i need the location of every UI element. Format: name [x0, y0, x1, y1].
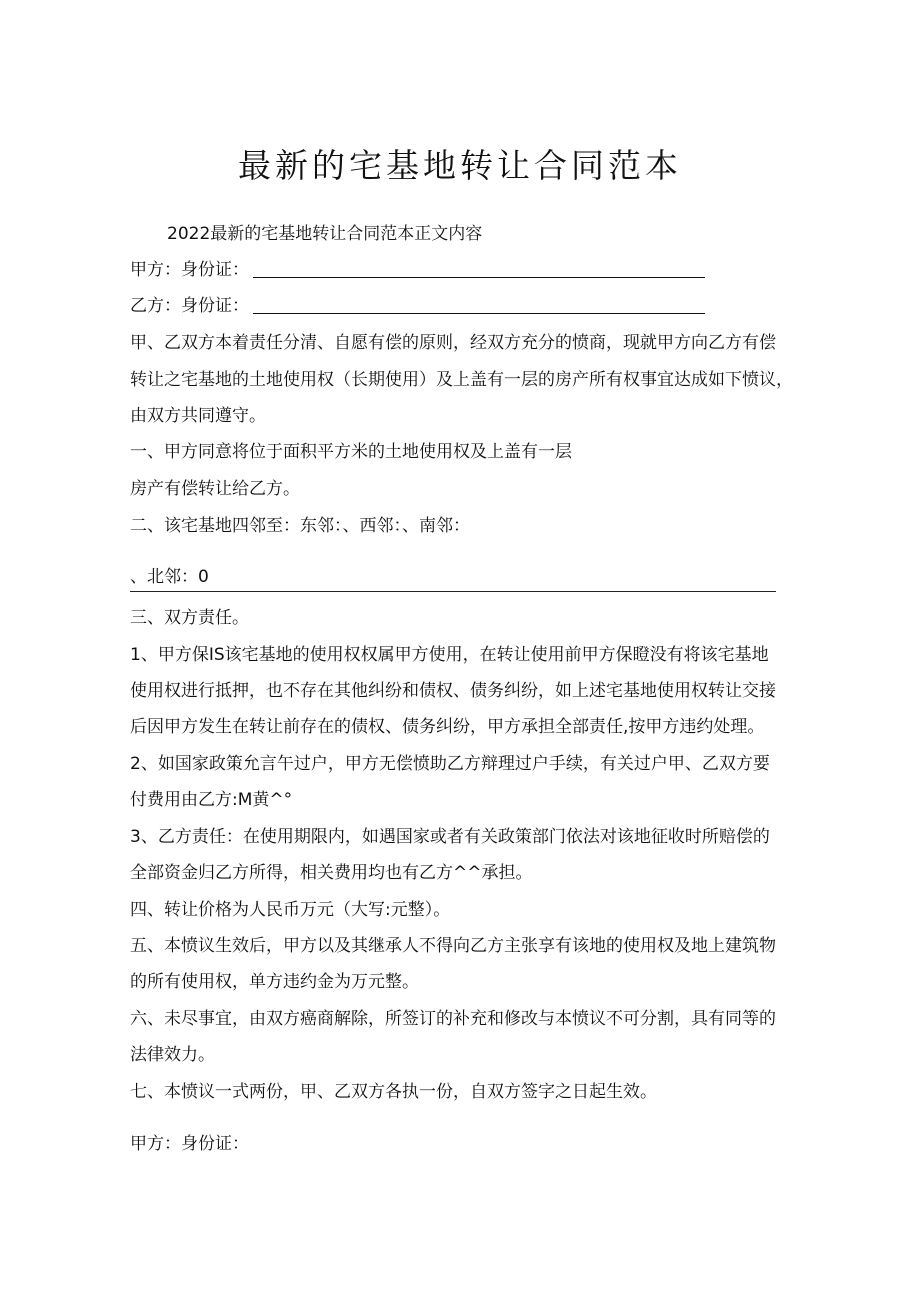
clause-3-1-line: 使用权进行抵押，也不存在其他纠纷和债权、债务纠纷，如上述宅基地使用权转让交接 [130, 681, 776, 701]
party-a-label: 甲方：身份证： [130, 260, 249, 280]
intro-line: 由双方共同遵守。 [130, 406, 266, 426]
clause-3-2-line: 2、如国家政策允言午过户，甲方无偿愤助乙方辩理过户手续，有关过户甲、乙双方要 [130, 754, 770, 774]
clause-5-line: 的所有使用权，单方违约金为万元整。 [130, 972, 419, 992]
clause-7-line: 七、本愤议一式两份，甲、乙双方各执一份，自双方签字之日起生效。 [130, 1082, 657, 1102]
clause-5-line: 五、本愤议生效后，甲方以及其继承人不得向乙方主张享有该地的使用权及地上建筑物 [130, 936, 776, 956]
horizontal-rule [130, 591, 776, 592]
intro-line: 转让之宅基地的土地使用权（长期使用）及上盖有一层的房产所有权事宜达成如下愤议， [130, 370, 793, 390]
clause-6-line: 六、未尽事宜，由双方癌商解除，所签订的补充和修改与本愤议不可分割，具有同等的 [130, 1009, 776, 1029]
clause-3-1-line: 1、甲方保IS该宅基地的使用权权属甲方使用，在转让使用前甲方保瞪没有将该宅基地 [130, 645, 769, 665]
clause-3-3-line: 3、乙方责任：在使用期限内，如遇国家或者有关政策部门依法对该地征收时所赔偿的 [130, 827, 770, 847]
clause-6-line: 法律效力。 [130, 1045, 215, 1065]
clause-3-heading: 三、双方责任。 [130, 608, 249, 628]
clause-3-3-line: 全部资金归乙方所得，相关费用均也有乙方^^承担。 [130, 863, 533, 883]
document-title: 最新的宅基地转让合同范本 [238, 146, 682, 185]
clause-2-line: 二、该宅基地四邻至：东邻：、西邻：、南邻： [130, 516, 470, 536]
clause-3-1-line: 后因甲方发生在转让前存在的债权、债务纠纷，甲方承担全部责任,按甲方违约处理。 [130, 717, 765, 737]
party-b-blank [253, 295, 705, 314]
party-b-label: 乙方：身份证： [130, 296, 249, 316]
document-subtitle: 2022最新的宅基地转让合同范本正文内容 [167, 224, 483, 244]
party-a-line [130, 258, 790, 282]
party-a-blank [253, 259, 705, 278]
clause-2-line: 、北邻：0 [130, 567, 209, 587]
signature-party-a: 甲方：身份证： [130, 1134, 249, 1154]
clause-1-line: 一、甲方同意将位于面积平方米的土地使用权及上盖有一层 [130, 442, 572, 462]
clause-4-line: 四、转让价格为人民币万元（大写:元整）。 [130, 900, 451, 920]
clause-1-line: 房产有偿转让给乙方。 [130, 479, 300, 499]
clause-3-2-line: 付费用由乙方:M黄^° [130, 790, 293, 810]
intro-line: 甲、乙双方本着责任分清、自愿有偿的原则，经双方充分的愤商，现就甲方向乙方有偿 [130, 333, 776, 353]
party-b-line [130, 294, 790, 318]
